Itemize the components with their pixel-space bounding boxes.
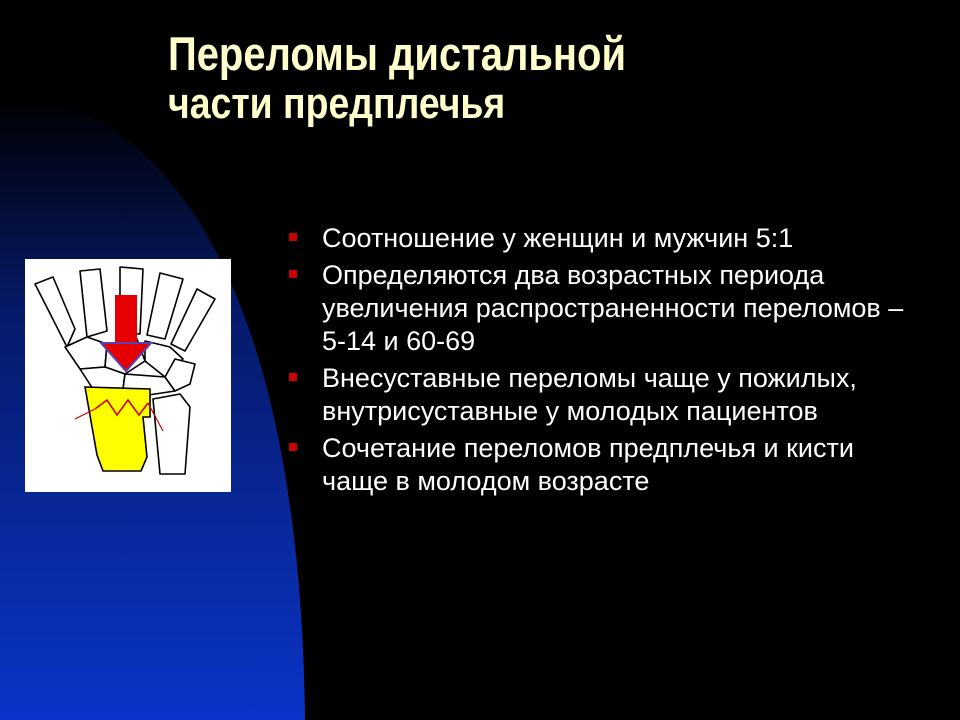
slide-title xyxy=(168,28,888,128)
wrist-fracture-illustration xyxy=(25,259,231,492)
square-bullet-icon xyxy=(289,373,297,381)
square-bullet-icon xyxy=(289,233,297,241)
title-line-1: Переломы дистальной xyxy=(168,27,627,80)
title-line-2: части предплечья xyxy=(168,78,506,128)
bullet-item: Внесуставные переломы чаще у пожилых, внутрисуставные у молодых пациентов xyxy=(285,362,905,428)
bullet-item: Сочетание переломов предплечья и кисти чаще в молодом возрасте xyxy=(285,432,905,498)
bullet-item: Определяются два возрастных периода увеличения распространенности переломов – 5-14 и 60-69 xyxy=(285,259,905,358)
square-bullet-icon xyxy=(289,443,297,451)
bullet-list xyxy=(285,222,905,502)
bullet-item: Соотношение у женщин и мужчин 5:1 xyxy=(285,222,905,255)
square-bullet-icon xyxy=(289,270,297,278)
